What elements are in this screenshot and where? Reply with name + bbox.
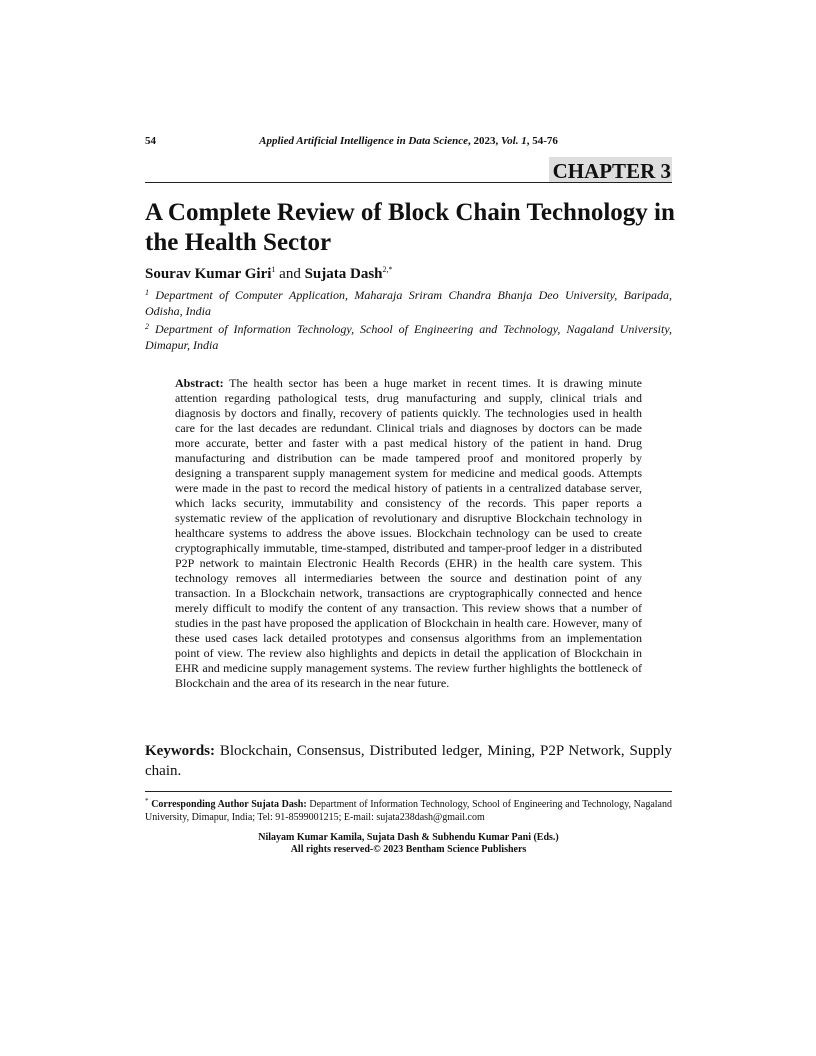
author-name: Sourav Kumar Giri xyxy=(145,266,272,282)
corresponding-author-footnote xyxy=(145,795,672,824)
abstract-label: Abstract: xyxy=(175,376,224,390)
author-name: Sujata Dash xyxy=(304,266,383,282)
keywords xyxy=(145,741,672,781)
affiliation-text: Department of Information Technology, School of Engineering and Technology, Nagaland University, Dimapur, India xyxy=(145,322,672,352)
affiliation-mark: 2 xyxy=(145,322,149,331)
journal-name: Applied Artificial Intelligence in Data Science xyxy=(259,135,469,147)
footnote-divider xyxy=(145,791,672,792)
abstract-text: The health sector has been a huge market in recent times. It is drawing minute attention regarding pathological tests, drug manufacturing and supply, clinical trials and diagnosis by doctors and finally, recovery of patients quickly. The technologies used in health care for the last decades are redundant. Clinical trials and diagnoses by doctors can be made more accurate, better and faster with a past medical history of the patient in hand. Drug manufacturing and distribution can be made tampered proof and monitored properly by designing a transparent supply management system for medicine and medical goods. Attempts were made in the past to record the medical history of patients in a centralized database server, which lacks security, immutability and consistency of the records. This paper reports a systematic review of the application of revolutionary and disruptive Blockchain technology in healthcare systems to address the above issues. Blockchain technology can be used to create cryptographically immutable, time-stamped, distributed and tamper-proof ledger in a distributed P2P network to maintain Electronic Health Records (EHR) in the health care system. This technology removes all intermediaries between the source and destination point of any transaction. In a Blockchain network, transactions are cryptographically connected and hence merely difficult to modify the content of any transaction. This review shows that a number of studies in the past have proposed the application of Blockchain in health care. However, many of these used cases lack detailed prototypes and consensus algorithms from an implementation point of view. The review also highlights and depicts in detail the application of Blockchain in EHR and medicine supply management systems. The review further highlights the bottleneck of Blockchain and the area of its research in the near future. xyxy=(175,376,642,690)
page-number: 54 xyxy=(145,135,156,147)
editors-line: Nilayam Kumar Kamila, Sujata Dash & Subhendu Kumar Pani (Eds.) xyxy=(258,832,559,843)
affiliation xyxy=(145,319,672,353)
journal-pages: 54-76 xyxy=(532,135,558,147)
author-affiliation-mark: 2,* xyxy=(382,265,393,274)
footnote-mark: * xyxy=(145,797,149,805)
affiliation xyxy=(145,285,672,319)
author-conjunction: and xyxy=(279,266,301,282)
journal-volume: Vol. 1 xyxy=(501,135,527,147)
author-affiliation-mark: 1 xyxy=(271,265,276,274)
paper-title: A Complete Review of Block Chain Technology in the Health Sector xyxy=(145,199,675,256)
keywords-text: Blockchain, Consensus, Distributed ledger, Mining, P2P Network, Supply chain. xyxy=(145,743,673,779)
footnote-label: Corresponding Author Sujata Dash: xyxy=(151,799,307,810)
copyright-line: All rights reserved-© 2023 Bentham Science Publishers xyxy=(290,844,527,855)
header-divider xyxy=(145,182,672,183)
chapter-label: CHAPTER 3 xyxy=(549,157,672,183)
affiliation-text: Department of Computer Application, Maharaja Sriram Chandra Bhanja Deo University, Baripada, Odisha, India xyxy=(145,288,672,318)
keywords-label: Keywords: xyxy=(145,743,215,759)
running-head: Applied Artificial Intelligence in Data Science, 2023, Vol. 1, 54-76 xyxy=(259,135,558,147)
author-list xyxy=(145,265,393,283)
affiliation-mark: 1 xyxy=(145,288,149,297)
abstract xyxy=(175,376,642,691)
journal-year: 2023 xyxy=(473,135,496,147)
footnote-text: Department of Information Technology, School of Engineering and Technology, Nagaland University, Dimapur, India; Tel: 91-8599001215; E-mail: sujata238dash@gmail.com xyxy=(145,799,672,823)
editors-credit xyxy=(145,832,672,856)
